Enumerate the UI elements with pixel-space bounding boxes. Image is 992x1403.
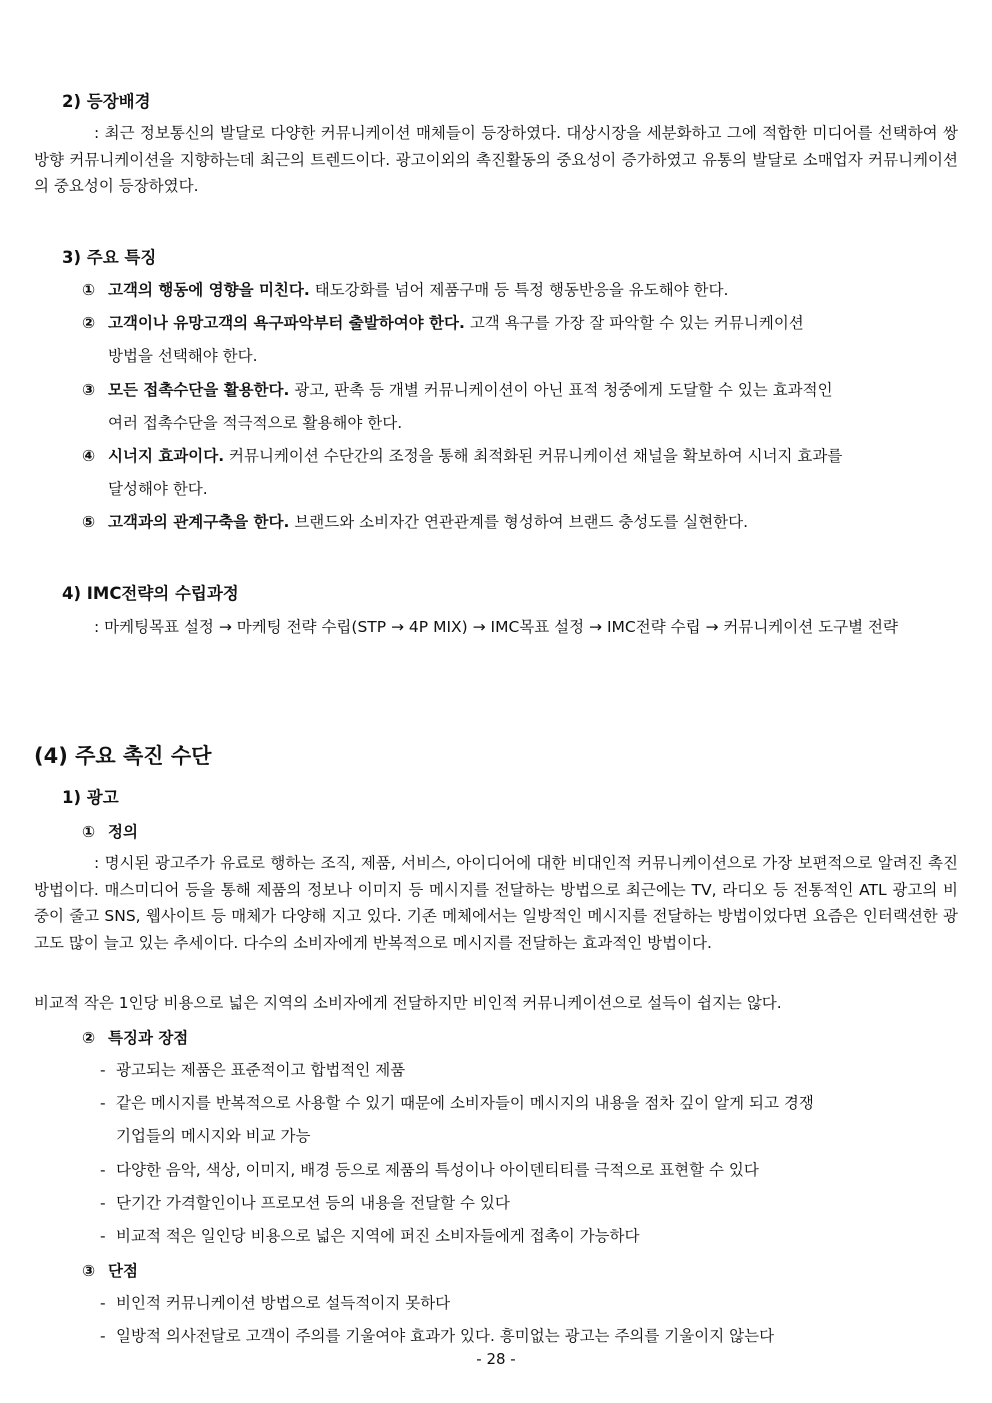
definition-paragraph: : 명시된 광고주가 유료로 행하는 조직, 제품, 서비스, 아이디어에 대한 비대인적 커뮤니케이션으로 가장 보편적으로 알려진 촉진방법이다. 매스미디어 등을 통해 제품의 정보나 이미지 등 메시지를 전달하는 방법으로 최근에는 TV, 라디오 등 전통적인 ATL 광고의 비중이 줄고 SNS, 웹사이트 등 매체가 다양해 지고 있다. 기존 메체에서는 일방적인 메시지를 전달하는 방법이었다면 요즘은 인터랙션한 광고도 많이 늘고 있는 추세이다. 다수의 소비자에게 반복적으로 메시지를 전달하는 효과적인 방법이다. <box>34 854 958 952</box>
section-heading-background: 2) 등장배경 <box>62 92 151 111</box>
definition-extra: 비교적 작은 1인당 비용으로 넓은 지역의 소비자에게 전달하지만 비인적 커뮤니케이션으로 설득이 쉽지는 않다. <box>34 994 782 1012</box>
feature-dash-2: - 같은 메시지를 반복적으로 사용할 수 있기 때문에 소비자들이 메시지의 내용을 점차 깊이 알게 되고 경쟁 기업들의 메시지와 비교 가능 <box>100 1094 814 1145</box>
feature-item-3: ③ 모든 접촉수단을 활용한다. 광고, 판촉 등 개별 커뮤니케이션이 아닌 표적 청중에게 도달할 수 있는 효과적인 여러 접촉수단을 적극적으로 활용해야 한다. <box>82 381 833 432</box>
section-heading-imc: 4) IMC전략의 수립과정 <box>62 584 239 603</box>
background-paragraph: : 최근 정보통신의 발달로 다양한 커뮤니케이션 매체들이 등장하였다. 대상시장을 세분화하고 그에 적합한 미디어를 선택하여 쌍방향 커뮤니케이션을 지향하는데 최근의 트렌드이다. 광고이외의 촉진활동의 중요성이 증가하였고 유통의 발달로 소매업자 커뮤니케이션의 중요성이 등장하였다. <box>34 124 958 195</box>
feature-item-4: ④ 시너지 효과이다. 커뮤니케이션 수단간의 조정을 통해 최적화된 커뮤니케이션 채널을 확보하여 시너지 효과를 달성해야 한다. <box>82 447 843 498</box>
subheading-cons: ③ 단점 <box>82 1262 138 1280</box>
feature-item-1: ① 고객의 행동에 영향을 미친다. 태도강화를 넘어 제품구매 등 특정 행동반응을 유도해야 한다. <box>82 281 729 299</box>
page-number: - 28 - <box>476 1350 516 1368</box>
chapter-heading: (4) 주요 촉진 수단 <box>34 744 212 768</box>
cons-dash-1: - 비인적 커뮤니케이션 방법으로 설득적이지 못하다 <box>100 1294 451 1312</box>
feature-item-5: ⑤ 고객과의 관계구축을 한다. 브랜드와 소비자간 연관관계를 형성하여 브랜드 충성도를 실현한다. <box>82 513 749 531</box>
feature-dash-1: - 광고되는 제품은 표준적이고 합법적인 제품 <box>100 1061 406 1079</box>
feature-dash-5: - 비교적 적은 일인당 비용으로 넓은 지역에 퍼진 소비자들에게 접촉이 가능하다 <box>100 1227 640 1245</box>
imc-paragraph: : 마케팅목표 설정 → 마케팅 전략 수립(STP → 4P MIX) → IMC목표 설정 → IMC전략 수립 → 커뮤니케이션 도구별 전략 <box>94 618 898 636</box>
section-heading-ad: 1) 광고 <box>62 788 119 807</box>
feature-dash-4: - 단기간 가격할인이나 프로모션 등의 내용을 전달할 수 있다 <box>100 1194 510 1212</box>
subheading-definition: ① 정의 <box>82 823 138 841</box>
feature-item-2: ② 고객이나 유망고객의 욕구파악부터 출발하여야 한다. 고객 욕구를 가장 잘 파악할 수 있는 커뮤니케이션 방법을 선택해야 한다. <box>82 314 804 365</box>
section-heading-features: 3) 주요 특징 <box>62 248 157 267</box>
subheading-features: ② 특징과 장점 <box>82 1029 189 1047</box>
feature-dash-3: - 다양한 음악, 색상, 이미지, 배경 등으로 제품의 특성이나 아이덴티티를 극적으로 표현할 수 있다 <box>100 1161 759 1179</box>
cons-dash-2: - 일방적 의사전달로 고객이 주의를 기울여야 효과가 있다. 흥미없는 광고는 주의를 기울이지 않는다 <box>100 1327 775 1345</box>
